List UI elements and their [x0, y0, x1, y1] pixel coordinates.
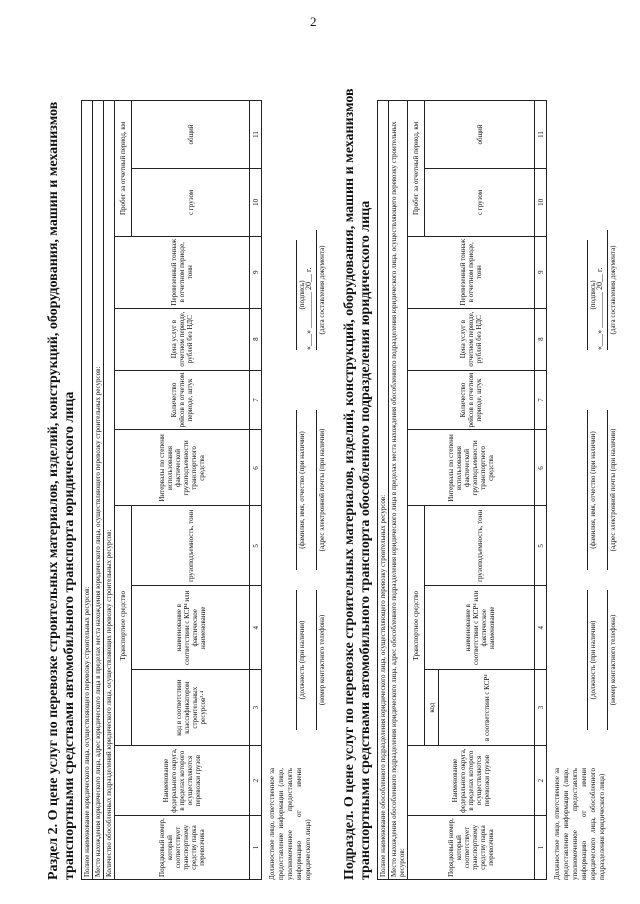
col-number: 8	[250, 308, 262, 370]
col-number: 3	[535, 670, 547, 746]
responsible-person-text: Должностное лицо, ответственное за предоставление информации (лицо, уполномоченное предоставлять информацию от имени юридического лица, обособленного подразделения юридического лица)	[553, 768, 606, 880]
phone-label: (номер контактного телефона)	[607, 590, 617, 730]
signature-block-1	[268, 40, 338, 880]
col-header-trips: Количество рейсов в отчетном периоде, штук	[115, 370, 250, 430]
col-number: 11	[535, 101, 547, 169]
col-header-district: Наименование федерального округа, в пределах которого осуществляются перевозки грузов	[115, 746, 250, 816]
col-header-intervals: Интервалы по степени использования фактической грузоподъемности транспортного средства	[408, 430, 535, 506]
phone-label: (номер контактного телефона)	[316, 590, 326, 730]
sign-label: (подпись)	[587, 240, 597, 350]
company-name-row: Полное наименование юридического лица, осуществляющего перевозку строительных ресурсов:	[82, 101, 93, 880]
fio-label: (фамилия, имя, отчество (при наличии)	[587, 410, 597, 570]
col-number: 7	[250, 370, 262, 430]
branches-count-row: Количество обособленных подразделений юридического лица, осуществляющих перевозку строительных ресурсов:	[104, 101, 115, 880]
sign-label: (подпись)	[296, 240, 306, 350]
col-number: 9	[535, 236, 547, 308]
responsible-person-text: Должностное лицо, ответственное за предоставление информации (лицо, уполномоченное предоставлять информацию от имени юридического лица)	[268, 768, 312, 880]
col-number: 3	[250, 670, 262, 746]
company-address-row: Место нахождения юридического лица, адрес юридического лица в пределах места нахождения юридического лица, осуществляющего перевозку строительных ресурсов:	[93, 101, 104, 880]
col-header-name: наименование в соответствии с КСР⁴ или фактическое наименование	[425, 586, 535, 670]
section-2	[46, 40, 338, 880]
branch-address-row: Место нахождения обособленного подразделения юридического лица, адрес обособленного подразделения юридического лица в пределах места нахождения обособленного подразделения юридического лица, осуществляющего перевозку строительных ресурсов:	[389, 101, 408, 880]
col-number: 4	[535, 586, 547, 670]
signature-block-2	[553, 40, 623, 880]
branch-name-row: Полное наименование обособленного подразделения юридического лица, осуществляющего перевозку строительных ресурсов:	[378, 101, 389, 880]
email-label: (адрес электронной почты (при наличии)	[316, 410, 326, 570]
col-header-transport: Транспортное средство	[408, 506, 425, 746]
col-number: 1	[250, 816, 262, 880]
col-number: 6	[250, 430, 262, 506]
col-header-number: Порядковый номер, который соответствует транспортному средству парка перевозчика	[115, 816, 250, 880]
col-header-mileage-loaded: с грузом	[425, 168, 535, 236]
page-number: 2	[310, 14, 317, 29]
position-label: (должность (при наличии)	[587, 590, 597, 730]
col-header-capacity: грузоподъемность, тонн	[132, 506, 250, 586]
date-label: (дата составления документа)	[316, 230, 326, 350]
col-header-mileage-loaded: с грузом	[132, 168, 250, 236]
col-number: 10	[535, 168, 547, 236]
col-number: 2	[535, 746, 547, 816]
date-line: «___» _________ 20__ г.	[595, 267, 604, 350]
col-number: 9	[250, 236, 262, 308]
position-label: (должность (при наличии)	[296, 590, 306, 730]
subsection	[342, 40, 623, 880]
col-header-name: наименование в соответствии с КСР⁴ или фактическое наименование	[132, 586, 250, 670]
subsection-title: Подраздел. О цене услуг по перевозке строительных материалов, изделий, конструкций, оборудования, машин и механизмов транспортными средствами автомобильного транспорта обособленного подразделения юридического лица	[342, 88, 373, 880]
date-line: «___» _________ 20__ г.	[304, 267, 313, 350]
subsection-table	[377, 100, 547, 880]
col-header-trips: Количество рейсов в отчетном периоде, штук	[408, 370, 535, 430]
col-number: 1	[535, 816, 547, 880]
col-header-code: код	[425, 670, 439, 746]
col-header-tonnage: Перевезенный тоннаж в отчетном периоде, тонн	[115, 236, 250, 308]
col-number: 5	[250, 506, 262, 586]
col-header-mileage-total: общий	[132, 101, 250, 169]
rotated-page-content	[46, 40, 640, 880]
col-header-transport: Транспортное средство	[115, 506, 132, 746]
col-header-code: код в соответствии классификатором строительных ресурсов³·⁴	[132, 670, 250, 746]
col-number: 7	[535, 370, 547, 430]
col-number: 6	[535, 430, 547, 506]
col-header-code-ksr: в соответствии с КСР⁴	[439, 670, 535, 746]
col-header-price: Цена услуг в отчетном периоде, рублей без НДС	[115, 308, 250, 370]
col-number: 5	[535, 506, 547, 586]
col-header-district: Наименование федерального округа, в пределах которого осуществляются перевозки грузов	[408, 746, 535, 816]
col-header-mileage: Пробег за отчетный период, км	[115, 101, 132, 237]
section-2-table	[81, 100, 262, 880]
fio-label: (фамилия, имя, отчество (при наличии)	[296, 410, 306, 570]
col-number: 10	[250, 168, 262, 236]
col-header-intervals: Интервалы по степени использования фактической грузоподъемности транспортного средства	[115, 430, 250, 506]
col-header-mileage: Пробег за отчетный период, км	[408, 101, 425, 237]
section-2-title: Раздел 2. О цене услуг по перевозке строительных материалов, изделий, конструкций, оборудования, машин и механизмов транспортными средствами автомобильного транспорта юридического лица	[46, 101, 77, 880]
col-number: 4	[250, 586, 262, 670]
col-number: 11	[250, 101, 262, 169]
date-label: (дата составления документа)	[607, 230, 617, 350]
col-header-capacity: грузоподъемность, тонн	[425, 506, 535, 586]
col-header-price: Цена услуг в отчетном периоде, рублей без НДС	[408, 308, 535, 370]
col-number: 8	[535, 308, 547, 370]
col-header-number: Порядковый номер, который соответствует транспортному средству парка перевозчика	[408, 816, 535, 880]
email-label: (адрес электронной почты (при наличии)	[607, 410, 617, 570]
col-header-tonnage: Перевезенный тоннаж в отчетном периоде, тонн	[408, 236, 535, 308]
col-number: 2	[250, 746, 262, 816]
col-header-mileage-total: общий	[425, 101, 535, 169]
